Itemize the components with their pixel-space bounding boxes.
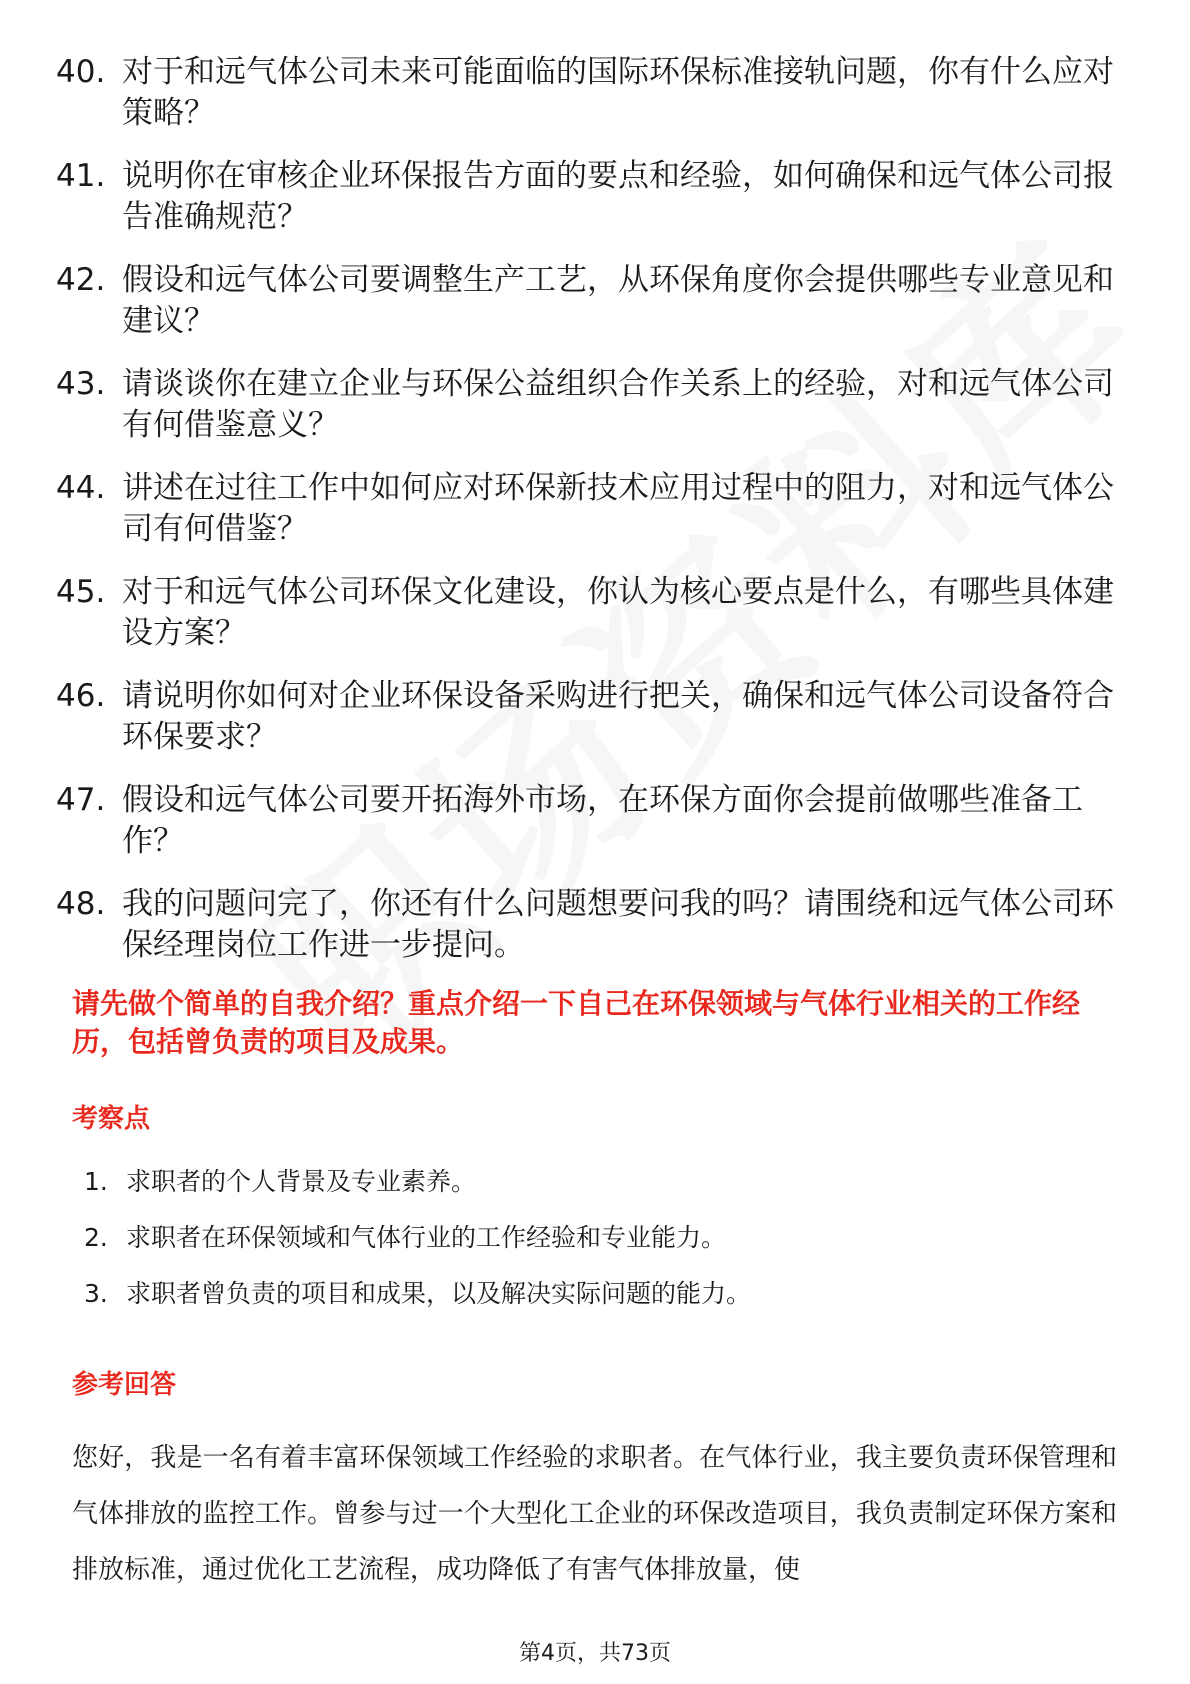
point-number: 2. xyxy=(84,1223,108,1252)
question-number: 40. xyxy=(56,54,106,90)
points-title: 考察点 xyxy=(72,1104,151,1134)
question-number: 47. xyxy=(56,782,106,818)
question-item xyxy=(56,52,1116,134)
question-number: 42. xyxy=(56,262,106,298)
question-item xyxy=(56,364,1116,446)
question-item xyxy=(56,468,1116,550)
point-text: 求职者曾负责的项目和成果，以及解决实际问题的能力。 xyxy=(126,1279,752,1308)
question-text: 请谈谈你在建立企业与环保公益组织合作关系上的经验，对和远气体公司有何借鉴意义？ xyxy=(122,366,1114,443)
question-text: 讲述在过往工作中如何应对环保新技术应用过程中的阻力，对和远气体公司有何借鉴？ xyxy=(122,470,1114,547)
question-list xyxy=(56,52,1116,988)
question-number: 46. xyxy=(56,678,106,714)
question-text: 对于和远气体公司未来可能面临的国际环保标准接轨问题，你有什么应对策略？ xyxy=(122,54,1114,131)
question-item xyxy=(56,676,1116,758)
question-text: 我的问题问完了，你还有什么问题想要问我的吗？请围绕和远气体公司环保经理岗位工作进一步提问。 xyxy=(122,886,1114,963)
question-text: 对于和远气体公司环保文化建设，你认为核心要点是什么，有哪些具体建设方案？ xyxy=(122,574,1114,651)
point-number: 1. xyxy=(84,1167,108,1196)
point-item xyxy=(84,1165,1124,1199)
question-number: 43. xyxy=(56,366,106,402)
page-footer: 第4页，共73页 xyxy=(519,1641,671,1666)
point-text: 求职者在环保领域和气体行业的工作经验和专业能力。 xyxy=(126,1223,727,1252)
point-number: 3. xyxy=(84,1279,108,1308)
point-item xyxy=(84,1277,1124,1311)
question-text: 假设和远气体公司要调整生产工艺，从环保角度你会提供哪些专业意见和建议？ xyxy=(122,262,1114,339)
question-number: 45. xyxy=(56,574,106,610)
question-text: 请说明你如何对企业环保设备采购进行把关，确保和远气体公司设备符合环保要求？ xyxy=(122,678,1114,755)
question-item xyxy=(56,260,1116,342)
question-item xyxy=(56,156,1116,238)
question-item xyxy=(56,884,1116,966)
answer-text: 您好，我是一名有着丰富环保领域工作经验的求职者。在气体行业，我主要负责环保管理和气体排放的监控工作。曾参与过一个大型化工企业的环保改造项目，我负责制定环保方案和排放标准，通过优化工艺流程，成功降低了有害气体排放量，使 xyxy=(72,1443,1117,1585)
question-number: 48. xyxy=(56,886,106,922)
points-list xyxy=(84,1165,1124,1333)
question-number: 44. xyxy=(56,470,106,506)
question-item xyxy=(56,780,1116,862)
question-text: 假设和远气体公司要开拓海外市场，在环保方面你会提前做哪些准备工作？ xyxy=(122,782,1083,859)
highlight-question: 请先做个简单的自我介绍？重点介绍一下自己在环保领域与气体行业相关的工作经历，包括曾负责的项目及成果。 xyxy=(72,987,1081,1058)
answer-title: 参考回答 xyxy=(72,1370,177,1400)
question-text: 说明你在审核企业环保报告方面的要点和经验，如何确保和远气体公司报告准确规范？ xyxy=(122,158,1114,235)
question-item xyxy=(56,572,1116,654)
point-item xyxy=(84,1221,1124,1255)
question-number: 41. xyxy=(56,158,106,194)
point-text: 求职者的个人背景及专业素养。 xyxy=(126,1167,477,1196)
